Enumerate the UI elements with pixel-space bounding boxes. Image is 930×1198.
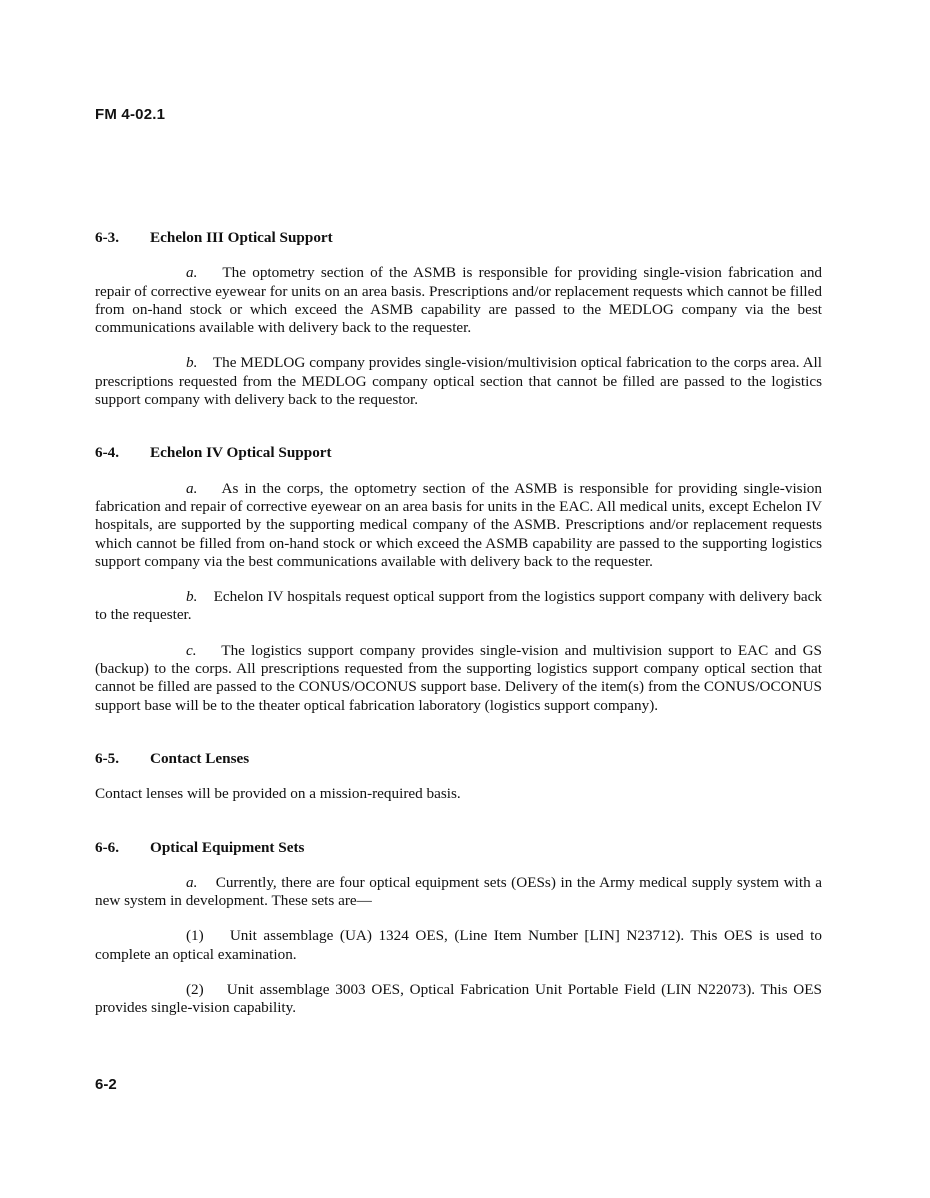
- paragraph-letter: b.: [186, 354, 198, 372]
- section-number: 6-5.: [95, 749, 120, 767]
- paragraph-6-4-c: [95, 642, 822, 715]
- paragraph-6-3-a: [95, 264, 822, 337]
- paragraph-letter: a.: [186, 264, 198, 282]
- section-number: 6-4.: [95, 444, 120, 462]
- paragraph-letter: a.: [186, 873, 198, 891]
- page-content: [95, 229, 822, 1018]
- document-id-header: FM 4-02.1: [95, 106, 166, 123]
- section-heading-6-3: [95, 229, 822, 247]
- paragraph-text: The logistics support company provides single-vision and multivision support to EAC and GS (backup) to the corps. All prescriptions requested from the supporting logistics support company optical section that cannot be filled are passed to the CONUS/OCONUS support base. Delivery of the item(s) from the CONUS/OCONUS support base will be to the theater optical fabrication laboratory (logistics support company).: [95, 641, 822, 714]
- paragraph-6-6-a: [95, 874, 822, 911]
- section-title: Echelon IV Optical Support: [150, 444, 332, 462]
- paragraph-text: Currently, there are four optical equipment sets (OESs) in the Army medical supply system with a new system in development. These sets are—: [95, 873, 822, 910]
- section-heading-6-6: [95, 839, 822, 857]
- list-item-6-6-a-2: [95, 981, 822, 1018]
- paragraph-letter: a.: [186, 479, 198, 497]
- paragraph-6-3-b: [95, 354, 822, 409]
- section-title: Optical Equipment Sets: [150, 838, 305, 856]
- section-heading-6-5: [95, 750, 822, 768]
- paragraph-text: Echelon IV hospitals request optical support from the logistics support company with delivery back to the requester.: [95, 588, 822, 624]
- paragraph-text: As in the corps, the optometry section of the ASMB is responsible for providing single-vision fabrication and repair of corrective eyewear on an area basis for units in the EAC. All medical units, except Echelon IV hospitals, are supported by the supporting medical company of the ASMB. Prescriptions and/or replacement requests which cannot be filled from on-hand stock or which exceed the ASMB capability are passed to the supporting logistics support company via the best communications available with delivery back to the requester.: [95, 479, 822, 570]
- section-number: 6-6.: [95, 838, 120, 856]
- list-item-number: (2): [186, 981, 204, 999]
- paragraph-6-5: Contact lenses will be provided on a mission-required basis.: [95, 785, 461, 803]
- section-title: Contact Lenses: [150, 749, 250, 767]
- list-item-6-6-a-1: [95, 927, 822, 964]
- section-title: Echelon III Optical Support: [150, 229, 333, 246]
- paragraph-letter: c.: [186, 641, 197, 659]
- paragraph-6-4-a: [95, 480, 822, 571]
- list-item-number: (1): [186, 927, 204, 945]
- paragraph-6-4-b: [95, 588, 822, 625]
- paragraph-letter: b.: [186, 588, 198, 606]
- section-heading-6-4: [95, 444, 822, 462]
- page-number-footer: 6-2: [95, 1076, 117, 1093]
- section-number: 6-3.: [95, 229, 120, 246]
- paragraph-text: The optometry section of the ASMB is responsible for providing single-vision fabrication and repair of corrective eyewear for units on an area basis. Prescriptions and/or replacement requests which cannot be filled from on-hand stock or which exceed the ASMB capability are passed to the MEDLOG company via the best communications available with delivery back to the requester.: [95, 264, 823, 337]
- list-item-text: Unit assemblage 3003 OES, Optical Fabrication Unit Portable Field (LIN N22073). This OES provides single-vision capability.: [95, 981, 822, 1017]
- paragraph-text: The MEDLOG company provides single-vision/multivision optical fabrication to the corps area. All prescriptions requested from the MEDLOG company optical section that cannot be filled are passed to the logistics support company with delivery back to the requestor.: [95, 354, 822, 409]
- list-item-text: Unit assemblage (UA) 1324 OES, (Line Item Number [LIN] N23712). This OES is used to complete an optical examination.: [95, 927, 822, 963]
